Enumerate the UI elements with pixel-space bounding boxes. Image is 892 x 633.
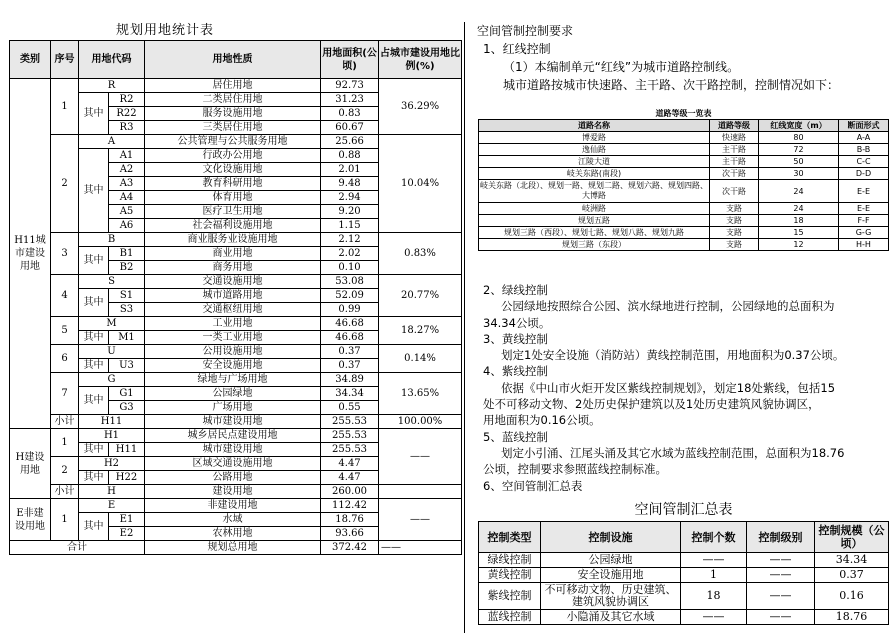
yellow-line-title: 3、黄线控制 xyxy=(483,331,548,346)
table-row: 其中 S1 城市道路用地 52.09 xyxy=(10,289,462,303)
red-line-text-1: （1）本编制单元“红线”为城市道路控制线。 xyxy=(503,60,740,74)
summary-title: 6、空间管制汇总表 xyxy=(483,478,583,493)
table-row: R3 三类居住用地 60.67 xyxy=(10,121,462,135)
table-row: E非建设用地 1 E 非建设用地 112.42 —— xyxy=(10,499,462,513)
road-row: 岐关东路（北段）、规划一路、规划二路、规划六路、规划四路、大博路 次干路 24 E-E xyxy=(479,180,889,203)
road-table-header: 道路名称 道路等级 红线宽度（m） 断面形式 xyxy=(479,120,889,132)
table-row: A5 医疗卫生用地 9.20 xyxy=(10,205,462,219)
table-row: 7 G 绿地与广场用地 34.89 13.65% xyxy=(10,373,462,387)
summary-row: 黄线控制 安全设施用地 1 —— 0.37 xyxy=(479,568,889,583)
header-area: 用地面积(公顷) xyxy=(321,41,379,79)
table-row: 6 U 公用设施用地 0.37 0.14% xyxy=(10,345,462,359)
header-category: 类别 xyxy=(10,41,51,79)
blue-line-title: 5、蓝线控制 xyxy=(483,429,548,444)
table-row: H11城市建设用地 1 R 居住用地 92.73 36.29% xyxy=(10,79,462,93)
summary-row: 蓝线控制 小隐涌及其它水域 —— —— 18.76 xyxy=(479,610,889,625)
summary-row: 绿线控制 公园绿地 —— —— 34.34 xyxy=(479,553,889,568)
table-row: E2 农林用地 93.66 xyxy=(10,527,462,541)
table-row: 其中 B1 商业用地 2.02 xyxy=(10,247,462,261)
table-row: A4 体育用地 2.94 xyxy=(10,191,462,205)
road-row: 规划三路（东段） 支路 12 H-H xyxy=(479,239,889,251)
table-row: 3 B 商业服务业设施用地 2.12 0.83% xyxy=(10,233,462,247)
road-row: 逸仙路 主干路 72 B-B xyxy=(479,144,889,156)
table-title: 规划用地统计表 xyxy=(10,22,321,41)
category-e: E非建设用地 xyxy=(10,499,51,541)
table-row: 其中 H22 公路用地 4.47 xyxy=(10,471,462,485)
summary-header: 控制类型 控制设施 控制个数 控制级别 控制规模（公顷） xyxy=(479,522,889,553)
space-control-summary-table xyxy=(478,499,889,625)
table-row: 4 S 交通设施用地 53.08 20.77% xyxy=(10,275,462,289)
subtotal-row: 小计 H 建设用地 260.00 xyxy=(10,485,462,499)
road-row: 博爱路 快速路 80 A-A xyxy=(479,132,889,144)
table-row: 其中 E1 水域 18.76 xyxy=(10,513,462,527)
category-h11: H11城市建设用地 xyxy=(10,79,51,429)
table-row: 2 A 公共管理与公共服务用地 25.66 10.04% xyxy=(10,135,462,149)
table-row: S3 交通枢纽用地 0.99 xyxy=(10,303,462,317)
table-row: 其中 G1 公园绿地 34.34 xyxy=(10,387,462,401)
summary-row: 紫线控制 不可移动文物、历史建筑、建筑风貌协调区 18 —— 0.16 xyxy=(479,583,889,610)
table-row: A6 社会福利设施用地 1.15 xyxy=(10,219,462,233)
table-row: 5 M 工业用地 46.68 18.27% xyxy=(10,317,462,331)
purple-line-title: 4、紫线控制 xyxy=(483,364,548,379)
table-row: 其中 M1 一类工业用地 46.68 xyxy=(10,331,462,345)
header-ratio: 占城市建设用地比例(%) xyxy=(379,41,462,79)
red-line-text-2: 城市道路按城市快速路、主干路、次干路控制，控制情况如下： xyxy=(503,78,840,92)
table-row: A2 文化设施用地 2.01 xyxy=(10,163,462,177)
header-seq: 序号 xyxy=(51,41,79,79)
road-row: 岐关东路(南段) 次干路 30 D-D xyxy=(479,168,889,180)
table-row: 其中 H11 城市建设用地 255.53 xyxy=(10,443,462,457)
total-row: 合计 规划总用地 372.42 —— xyxy=(10,541,462,555)
divider-line xyxy=(464,22,465,633)
green-line-title: 2、绿线控制 xyxy=(483,283,548,297)
summary-caption: 空间管制汇总表 xyxy=(479,499,889,522)
header-code: 用地代码 xyxy=(79,41,145,79)
table-row: 其中 R2 二类居住用地 31.23 xyxy=(10,93,462,107)
road-table-caption: 道路等级一览表 xyxy=(655,108,712,118)
section-heading: 空间管制控制要求 xyxy=(477,24,574,38)
header-nature: 用地性质 xyxy=(145,41,321,79)
road-row: 岐洲路 支路 24 E-E xyxy=(479,203,889,215)
subtotal-row: 小计 H11 城市建设用地 255.53 100.00% xyxy=(10,415,462,429)
table-row: H建设用地 1 H1 城乡居民点建设用地 255.53 —— xyxy=(10,429,462,443)
control-sections: 2、绿线控制 公园绿地按照综合公园、滨水绿地进行控制，公园绿地的总面积为 34.34公顷。 3、黄线控制 划定1处安全设施（消防站）黄线控制范围，用地面积为0.37公顷。 4、紫线控制 依据《中山市火炬开发区紫线控制规划》，划定18处紫线，包括15 处不可移动文物、2处历史保护建筑以及1处历史建筑风貌协调区， 用地面积为0.16公顷。 5、蓝线控制 划定小引涌、江尾头涌及其它水域为蓝线控制范围，总面积为18.76 公顷，控制要求参照蓝线控制标准。 6、空间管制汇总表 xyxy=(483,282,883,494)
table-row: 2 H2 区域交通设施用地 4.47 xyxy=(10,457,462,471)
road-grade-table xyxy=(478,107,889,251)
land-use-table xyxy=(9,22,462,555)
table-header-row xyxy=(10,41,462,79)
table-row: G3 广场用地 0.55 xyxy=(10,401,462,415)
red-line-title: 1、红线控制 xyxy=(483,42,551,56)
table-row: 其中 A1 行政办公用地 0.88 xyxy=(10,149,462,163)
table-row: A3 教育科研用地 9.48 xyxy=(10,177,462,191)
control-requirements-panel xyxy=(469,0,892,633)
road-row: 江陵大道 主干路 50 C-C xyxy=(479,156,889,168)
table-row: R22 服务设施用地 0.83 xyxy=(10,107,462,121)
table-row: 其中 U3 安全设施用地 0.37 xyxy=(10,359,462,373)
table-row: B2 商务用地 0.10 xyxy=(10,261,462,275)
road-row: 规划五路 支路 18 F-F xyxy=(479,215,889,227)
category-h: H建设用地 xyxy=(10,429,51,499)
road-row: 规划三路（西段）、规划七路、规划八路、规划九路 支路 15 G-G xyxy=(479,227,889,239)
